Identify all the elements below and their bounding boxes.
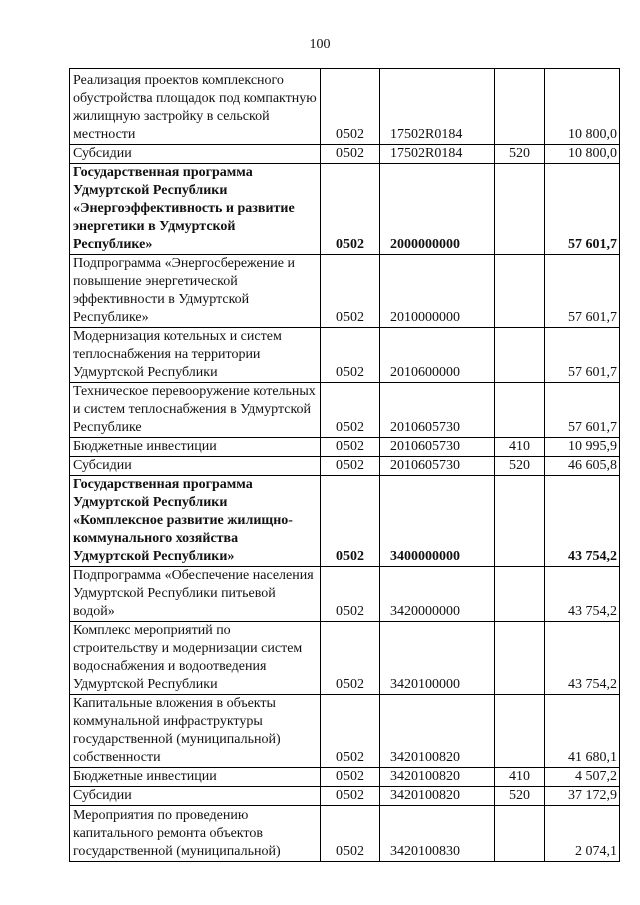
row-section-code: 0502 <box>321 695 380 768</box>
row-name: Государственная программа Удмуртской Республики «Комплексное развитие жилищно-коммунального хозяйства Удмуртской Республики» <box>70 476 321 567</box>
row-section-code: 0502 <box>321 806 380 862</box>
row-expense-type <box>495 806 545 862</box>
row-amount: 10 800,0 <box>545 145 620 164</box>
table-row <box>70 476 620 567</box>
row-expense-type <box>495 476 545 567</box>
row-expense-type <box>495 328 545 383</box>
row-amount: 43 754,2 <box>545 476 620 567</box>
row-name: Капитальные вложения в объекты коммунальной инфраструктуры государственной (муниципальной) собственности <box>70 695 321 768</box>
row-expense-type <box>495 695 545 768</box>
table-row <box>70 787 620 806</box>
row-section-code: 0502 <box>321 164 380 255</box>
row-expense-type: 520 <box>495 145 545 164</box>
row-expense-type: 520 <box>495 787 545 806</box>
table-row <box>70 383 620 438</box>
row-amount: 10 800,0 <box>545 69 620 145</box>
row-name: Субсидии <box>70 145 321 164</box>
row-amount: 57 601,7 <box>545 328 620 383</box>
row-target-article: 2010605730 <box>380 383 495 438</box>
row-amount: 10 995,9 <box>545 438 620 457</box>
row-target-article: 3400000000 <box>380 476 495 567</box>
row-section-code: 0502 <box>321 622 380 695</box>
row-amount: 2 074,1 <box>545 806 620 862</box>
row-target-article: 3420100820 <box>380 695 495 768</box>
row-amount: 43 754,2 <box>545 567 620 622</box>
row-amount: 43 754,2 <box>545 622 620 695</box>
row-name: Реализация проектов комплексного обустройства площадок под компактную жилищную застройку в сельской местности <box>70 69 321 145</box>
row-section-code: 0502 <box>321 69 380 145</box>
row-section-code: 0502 <box>321 768 380 787</box>
row-section-code: 0502 <box>321 457 380 476</box>
row-target-article: 2010600000 <box>380 328 495 383</box>
row-expense-type <box>495 567 545 622</box>
row-name: Мероприятия по проведению капитального ремонта объектов государственной (муниципальной) <box>70 806 321 862</box>
row-name: Комплекс мероприятий по строительству и модернизации систем водоснабжения и водоотведения Удмуртской Республики <box>70 622 321 695</box>
row-name: Техническое перевооружение котельных и систем теплоснабжения в Удмуртской Республике <box>70 383 321 438</box>
row-name: Подпрограмма «Обеспечение населения Удмуртской Республики питьевой водой» <box>70 567 321 622</box>
row-section-code: 0502 <box>321 328 380 383</box>
row-amount: 41 680,1 <box>545 695 620 768</box>
row-target-article: 3420100000 <box>380 622 495 695</box>
table-row <box>70 69 620 145</box>
row-expense-type: 520 <box>495 457 545 476</box>
table-row <box>70 806 620 862</box>
table-row <box>70 567 620 622</box>
row-expense-type <box>495 383 545 438</box>
row-name: Подпрограмма «Энергосбережение и повышение энергетической эффективности в Удмуртской Республике» <box>70 255 321 328</box>
table-row <box>70 438 620 457</box>
row-name: Субсидии <box>70 787 321 806</box>
row-target-article: 3420100830 <box>380 806 495 862</box>
table-row <box>70 145 620 164</box>
row-expense-type <box>495 164 545 255</box>
page-number: 100 <box>309 37 331 52</box>
row-name: Модернизация котельных и систем теплоснабжения на территории Удмуртской Республики <box>70 328 321 383</box>
row-amount: 46 605,8 <box>545 457 620 476</box>
row-amount: 37 172,9 <box>545 787 620 806</box>
budget-table <box>69 68 620 862</box>
row-expense-type <box>495 255 545 328</box>
row-target-article: 3420100820 <box>380 768 495 787</box>
row-target-article: 2000000000 <box>380 164 495 255</box>
row-section-code: 0502 <box>321 787 380 806</box>
row-name: Государственная программа Удмуртской Республики «Энергоэффективность и развитие энергетики в Удмуртской Республике» <box>70 164 321 255</box>
table-row <box>70 622 620 695</box>
row-target-article: 3420000000 <box>380 567 495 622</box>
row-amount: 57 601,7 <box>545 383 620 438</box>
row-name: Бюджетные инвестиции <box>70 438 321 457</box>
table-row <box>70 768 620 787</box>
row-section-code: 0502 <box>321 476 380 567</box>
row-section-code: 0502 <box>321 567 380 622</box>
row-expense-type <box>495 69 545 145</box>
row-name: Бюджетные инвестиции <box>70 768 321 787</box>
table-row <box>70 328 620 383</box>
table-row <box>70 255 620 328</box>
row-expense-type: 410 <box>495 768 545 787</box>
row-amount: 57 601,7 <box>545 255 620 328</box>
row-section-code: 0502 <box>321 383 380 438</box>
row-amount: 57 601,7 <box>545 164 620 255</box>
row-target-article: 2010000000 <box>380 255 495 328</box>
row-target-article: 3420100820 <box>380 787 495 806</box>
row-target-article: 17502R0184 <box>380 145 495 164</box>
row-amount: 4 507,2 <box>545 768 620 787</box>
row-section-code: 0502 <box>321 255 380 328</box>
table-row <box>70 695 620 768</box>
row-expense-type <box>495 622 545 695</box>
row-section-code: 0502 <box>321 145 380 164</box>
row-section-code: 0502 <box>321 438 380 457</box>
row-target-article: 17502R0184 <box>380 69 495 145</box>
row-target-article: 2010605730 <box>380 438 495 457</box>
row-expense-type: 410 <box>495 438 545 457</box>
row-target-article: 2010605730 <box>380 457 495 476</box>
table-row <box>70 457 620 476</box>
row-name: Субсидии <box>70 457 321 476</box>
table-row <box>70 164 620 255</box>
